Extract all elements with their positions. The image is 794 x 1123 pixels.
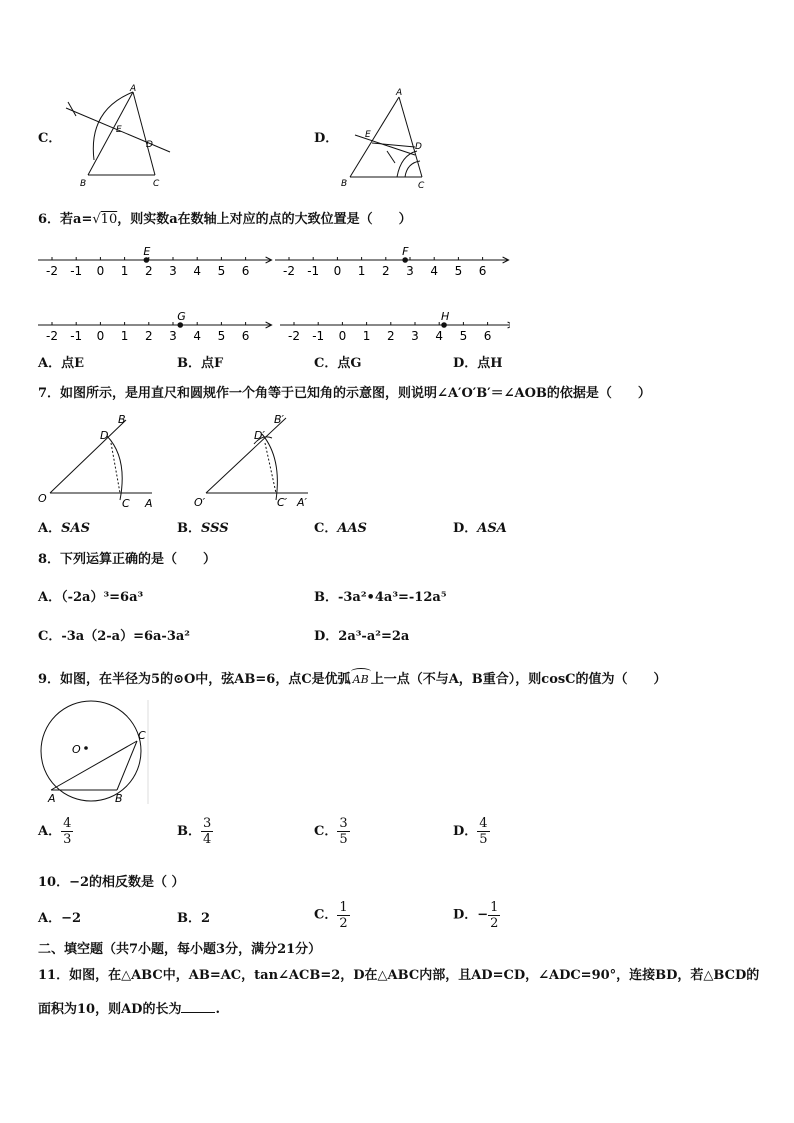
q6-option-c[interactable]: C．点G [314,356,362,371]
tick-label: -2 [46,329,58,343]
label-b: B [341,179,348,189]
q10-option-b[interactable]: B．2 [177,911,211,926]
arc-ab: AB [351,672,371,688]
tick-label: 1 [120,264,129,278]
tick-label: 2 [144,329,153,343]
q11-line-2: 面积为10，则AD的长为 . [38,1002,220,1017]
q6-option-b[interactable]: B．点F [177,356,224,371]
label-e: E [116,125,122,135]
label-o: O [38,492,47,505]
q9-option-d[interactable]: D． $\frac{4}{5}$ [453,816,488,847]
tick-label: 3 [169,264,177,278]
point-label-e: E [143,245,151,258]
tick-label: 6 [241,329,250,343]
tick-label: 6 [483,329,492,343]
q10-option-a[interactable]: A．−2 [38,911,82,926]
tick-label: 0 [96,329,105,343]
number-line-4 [280,310,510,343]
q6-number-lines [30,238,510,348]
q7-option-a[interactable]: A．SAS [38,521,90,536]
tick-label: -2 [283,264,295,278]
q6-stem: 6．若a=√10，则实数a在数轴上对应的点的大致位置是（ ） [38,212,412,227]
tick-label: 2 [144,264,153,278]
label-e: E [365,130,371,140]
label-a: A [130,84,137,94]
tick-label: 6 [478,264,487,278]
tick-label: 3 [169,329,177,343]
tick-label: 5 [454,264,463,278]
q10-option-d[interactable]: D．− $\frac{1}{2}$ [453,900,499,931]
label-a: A [145,497,153,510]
q7-option-d[interactable]: D．ASA [453,521,507,536]
q7-option-c[interactable]: C．AAS [314,521,367,536]
tick-label: -1 [307,264,320,278]
tick-label: 0 [333,264,342,278]
tick-label: 5 [459,329,468,343]
q9-circle-figure [34,696,152,806]
q5-option-c-label: C． [38,131,62,146]
point-label-f: F [402,245,409,258]
q5-figure-d [335,85,445,193]
label-c: C [418,181,425,191]
number-line-3 [38,310,272,343]
q11-line-1: 11．如图，在△ABC中，AB=AC，tan∠ACB=2，D在△ABC内部，且AD=CD，∠ADC=90°，连接BD，若△BCD的 [38,968,760,983]
q10-option-c[interactable]: C． $\frac{1}{2}$ [314,900,348,931]
tick-label: 3 [406,264,414,278]
label-c-prime: C′ [277,496,288,509]
number-line-2 [275,245,509,278]
q7-figure-original-angle [34,408,164,512]
label-o: O [72,743,81,756]
q9-option-a[interactable]: A． $\frac{4}{3}$ [38,816,72,847]
number-line-1 [38,245,272,278]
tick-label: -2 [46,264,58,278]
point-e [144,257,150,263]
label-d-prime: D′ [254,429,265,442]
tick-label: 5 [217,329,226,343]
point-f [402,257,408,263]
q6-option-a[interactable]: A．点E [38,356,84,371]
tick-label: 6 [241,264,250,278]
point-h [441,322,447,328]
tick-label: 4 [193,329,202,343]
tick-label: 0 [96,264,105,278]
label-b: B [118,413,126,426]
q10-stem: 10．−2的相反数是（ ） [38,875,185,890]
tick-label: 2 [381,264,390,278]
tick-label: 4 [435,329,444,343]
section-2-heading: 二、填空题（共7小题，每小题3分，满分21分） [38,942,322,957]
tick-label: 3 [411,329,419,343]
tick-label: 1 [357,264,366,278]
tick-label: -1 [70,264,83,278]
label-a: A [396,88,403,98]
point-label-g: G [177,310,186,323]
label-c: C [122,497,130,510]
label-b-prime: B′ [274,413,285,426]
q5-figure-c [58,80,178,190]
tick-label: 4 [193,264,202,278]
q9-option-b[interactable]: B． $\frac{3}{4}$ [177,816,212,847]
tick-label: -1 [70,329,83,343]
q7-figure-copied-angle [192,408,322,512]
tick-label: 5 [217,264,226,278]
label-c: C [138,729,146,742]
tick-label: 2 [386,329,395,343]
q8-option-c[interactable]: C．-3a（2-a）=6a-3a² [38,629,190,644]
tick-label: 1 [362,329,371,343]
q9-option-c[interactable]: C． $\frac{3}{5}$ [314,816,348,847]
q6-option-d[interactable]: D．点H [453,356,503,371]
label-o-prime: O′ [194,496,206,509]
point-g [177,322,183,328]
q8-option-d[interactable]: D．2a³-a²=2a [314,629,410,644]
q8-stem: 8．下列运算正确的是（ ） [38,552,217,567]
tick-label: -2 [288,329,300,343]
tick-label: 4 [430,264,439,278]
q7-stem: 7．如图所示，是用直尺和圆规作一个角等于已知角的示意图，则说明∠A′O′B′＝∠AOB的依据是（ ） [38,386,651,401]
tick-label: 1 [120,329,129,343]
label-d: D [100,429,109,442]
q5-option-d-label: D． [314,131,339,146]
label-b: B [115,792,123,805]
label-a: A [48,792,56,805]
answer-blank[interactable] [181,1000,215,1013]
tick-label: 0 [338,329,347,343]
label-b: B [80,179,87,189]
q7-option-b[interactable]: B．SSS [177,521,229,536]
label-d: D [146,140,153,150]
point-label-h: H [441,310,450,323]
q8-option-a[interactable]: A．（-2a）³=6a³ [38,590,144,605]
q9-stem: 9．如图，在半径为5的⊙O中，弦AB=6，点C是优弧 AB 上一点（不与A，B重合），则cosC的值为（ ） [38,672,667,688]
label-a-prime: A′ [297,496,308,509]
label-d: D [415,142,422,152]
q8-option-b[interactable]: B．-3a²•4a³=-12a⁵ [314,590,447,605]
tick-label: -1 [312,329,325,343]
label-c: C [153,179,160,189]
